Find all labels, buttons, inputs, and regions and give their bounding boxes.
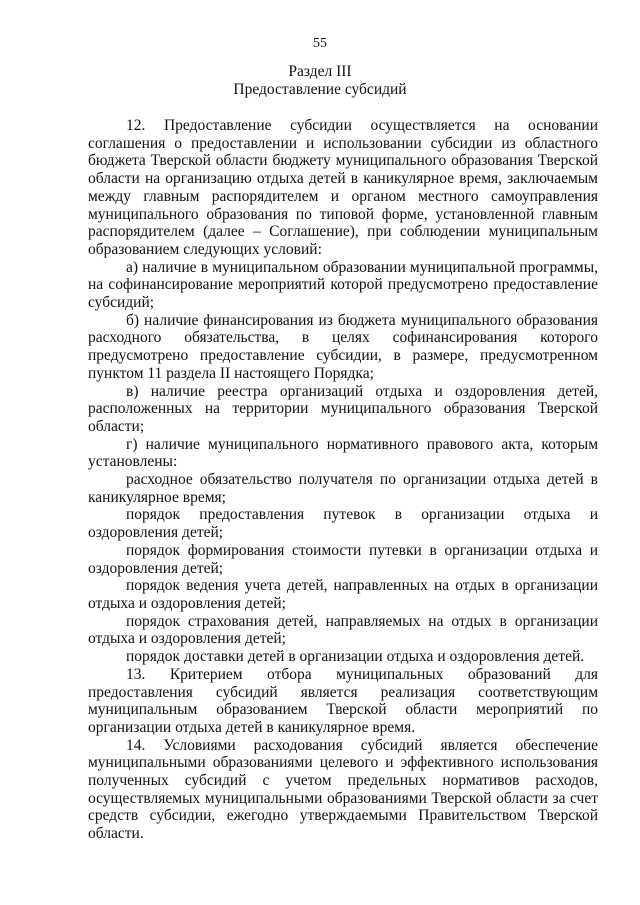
condition-a: а) наличие в муниципальном образовании муниципальной программы, на софинансирование мероприятий которой предусмотрено предоставление субсидий; [88,258,598,312]
established-item: порядок ведения учета детей, направленных на отдых в организации отдыха и оздоровления детей; [88,577,598,612]
page-number: 55 [313,36,327,51]
condition-g: г) наличие муниципального нормативного правового акта, которым установлены: [88,435,598,471]
established-item: порядок предоставления путевок в организации отдыха и оздоровления детей; [88,506,598,542]
paragraph-13: 13. Критерием отбора муниципальных образований для предоставления субсидий является реализация соответствующим муниципальным образованием Тверской области мероприятий по организации отдыха детей в каникулярное время. [88,665,598,736]
section-heading [0,63,640,99]
condition-v: в) наличие реестра организаций отдыха и оздоровления детей, расположенных на территории муниципального образования Тверской области; [88,382,598,435]
established-item: расходное обязательство получателя по организации отдыха детей в каникулярное время; [88,471,598,506]
paragraph-12: 12. Предоставление субсидии осуществляется на основании соглашения о предоставлении и использовании субсидии из областного бюджета Тверской области бюджету муниципального образования Тверской области на организацию отдыха детей в каникулярное время, заключаемым между главным распорядителем и органом местного самоуправления муниципального образования по типовой форме, установленной главным распорядителем (далее – Соглашение), при соблюдении муниципальным образованием следующих условий: [88,117,598,258]
section-label: Раздел III [288,63,352,80]
established-item: порядок доставки детей в организации отдыха и оздоровления детей. [126,648,585,666]
established-item: порядок страхования детей, направляемых на отдых в организации отдыха и оздоровления детей; [88,612,598,648]
condition-b: б) наличие финансирования из бюджета муниципального образования расходного обязательства, в целях софинансирования которого предусмотрено предоставление субсидии, в размере, предусмотренном пунктом 11 раздела II настоящего Порядка; [88,311,598,382]
body-text [88,117,598,843]
section-title: Предоставление субсидий [233,81,407,98]
established-item: порядок формирования стоимости путевки в организации отдыха и оздоровления детей; [88,541,598,577]
paragraph-14: 14. Условиями расходования субсидий является обеспечение муниципальными образованиями целевого и эффективного использования полученных субсидий с учетом предельных нормативов расходов, осуществляемых муниципальными образованиями Тверской области за счет средств субсидии, ежегодно утверждаемыми Правительством Тверской области. [88,736,598,843]
